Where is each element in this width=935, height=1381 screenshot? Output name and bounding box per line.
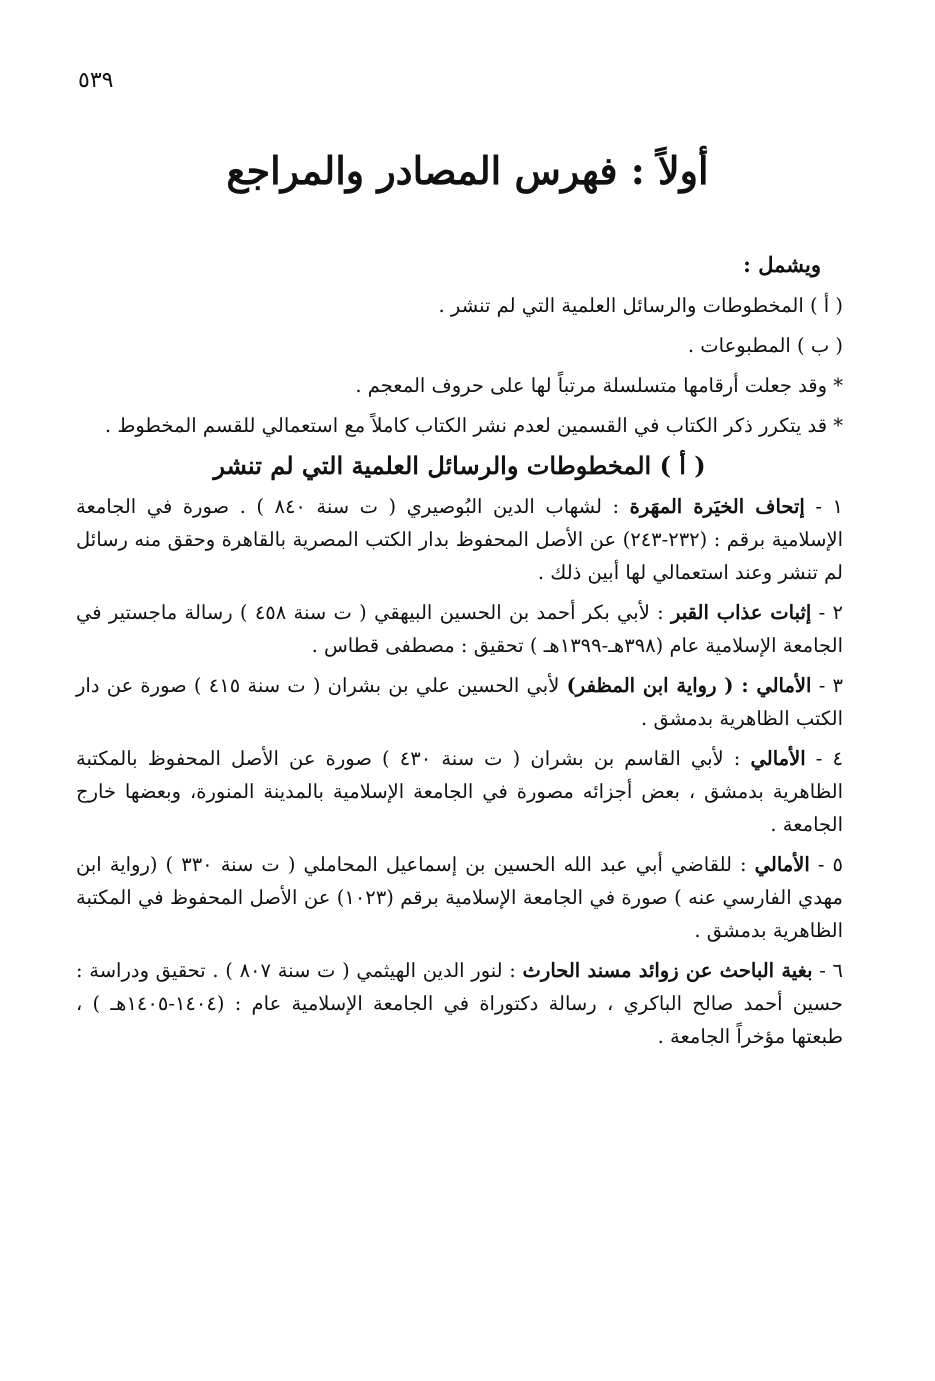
entry-number: ٤ - bbox=[815, 747, 843, 770]
entry-number: ٥ - bbox=[817, 853, 843, 876]
entry-text: : لأبي القاسم بن بشران ( ت سنة ٤٣٠ ) صورة عن الأصل المحفوظ بالمكتبة الظاهرية بدمشق ، بعض أجزائه مصورة في الجامعة الإسلامية بالمدينة المنورة، وبعضها خارج الجامعة . bbox=[76, 747, 843, 836]
intro-note bbox=[76, 409, 843, 442]
intro-note bbox=[76, 369, 843, 402]
intro-item-text: ( ب ) المطبوعات . bbox=[687, 334, 843, 357]
intro-item bbox=[76, 289, 843, 322]
page-number: ٥٣٩ bbox=[78, 68, 114, 93]
intro-block bbox=[76, 248, 843, 282]
entry-text: : لنور الدين الهيثمي ( ت سنة ٨٠٧ ) . تحقيق ودراسة : حسين أحمد صالح الباكري ، رسالة دكتوراة في الجامعة الإسلامية عام : (١٤٠٤-١٤٠٥هـ ) ، طبعتها مؤخراً الجامعة . bbox=[76, 959, 843, 1048]
entry-number: ٣ - bbox=[818, 674, 843, 697]
entry-title: بغية الباحث عن زوائد مسند الحارث bbox=[522, 959, 813, 982]
bibliography-entry bbox=[76, 490, 843, 589]
entry-text: : للقاضي أبي عبد الله الحسين بن إسماعيل المحاملي ( ت سنة ٣٣٠ ) (رواية ابن مهدي الفارسي عنه ) صورة في الجامعة الإسلامية برقم (١٠٢٣) عن الأصل المحفوظ في المكتبة الظاهرية بدمشق . bbox=[76, 853, 843, 942]
page-title: أولاً : فهرس المصادر والمراجع bbox=[226, 148, 709, 193]
entry-title: الأمالي bbox=[754, 853, 810, 876]
bibliography-entry bbox=[76, 669, 843, 735]
page-body bbox=[76, 248, 843, 1060]
bibliography-entry bbox=[76, 742, 843, 841]
entry-number: ١ - bbox=[815, 495, 843, 518]
entry-title: إثبات عذاب القبر bbox=[671, 601, 812, 624]
entry-text: : لأبي بكر أحمد بن الحسين البيهقي ( ت سنة ٤٥٨ ) رسالة ماجستير في الجامعة الإسلامية عام (٣٩٨هـ-١٣٩٩هـ ) تحقيق : مصطفى قطاس . bbox=[76, 601, 843, 657]
bibliography-entry bbox=[76, 596, 843, 662]
bibliography-entry bbox=[76, 848, 843, 947]
entry-title: الأمالي : ( رواية ابن المظفر) bbox=[566, 674, 812, 697]
bibliography-entry bbox=[76, 954, 843, 1053]
intro-note-text: * وقد جعلت أرقامها متسلسلة مرتباً لها على حروف المعجم . bbox=[355, 374, 843, 397]
intro-item bbox=[76, 329, 843, 362]
intro-label: ويشمل : bbox=[743, 252, 821, 277]
entry-text: : لشهاب الدين البُوصيري ( ت سنة ٨٤٠ ) . صورة في الجامعة الإسلامية برقم : (٢٣٢-٢٤٣) عن الأصل المحفوظ بدار الكتب المصرية بالقاهرة وحقق منه رسائل لم تنشر وعند استعمالي لها أبين ذلك . bbox=[76, 495, 843, 584]
entry-number: ٦ - bbox=[819, 959, 843, 982]
intro-note-text: * قد يتكرر ذكر الكتاب في القسمين لعدم نشر الكتاب كاملاً مع استعمالي للقسم المخطوط . bbox=[104, 414, 843, 437]
entry-text: لأبي الحسين علي بن بشران ( ت سنة ٤١٥ ) صورة عن دار الكتب الظاهرية بدمشق . bbox=[76, 674, 843, 730]
entry-title: إتحاف الخيَرة المهَرة bbox=[629, 495, 805, 518]
entry-number: ٢ - bbox=[818, 601, 843, 624]
section-heading: ( أ ) المخطوطات والرسائل العلمية التي لم تنشر bbox=[213, 451, 706, 480]
entry-title: الأمالي bbox=[750, 747, 806, 770]
intro-item-text: ( أ ) المخطوطات والرسائل العلمية التي لم تنشر . bbox=[438, 294, 843, 317]
